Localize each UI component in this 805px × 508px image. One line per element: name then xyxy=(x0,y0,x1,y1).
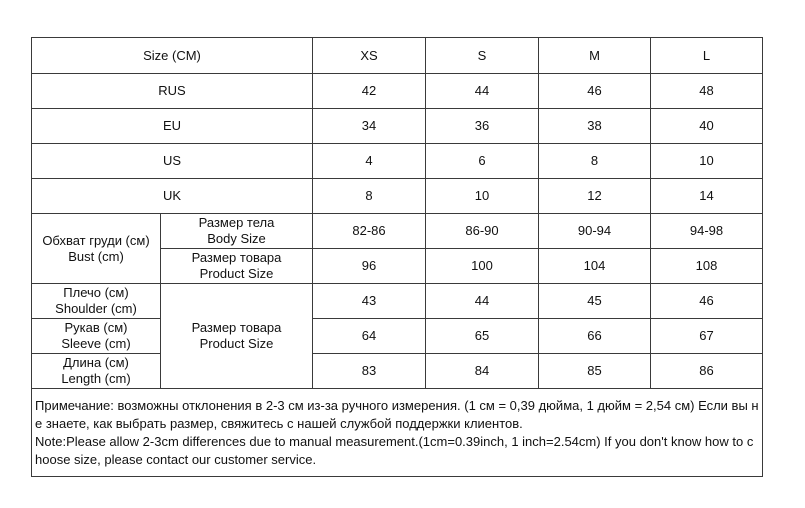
sleeve-label-en: Sleeve (cm) xyxy=(61,336,131,351)
size-l-header: L xyxy=(651,38,763,74)
table-cell: 40 xyxy=(651,109,763,144)
eu-row xyxy=(32,109,763,144)
sleeve-label xyxy=(32,319,161,354)
sleeve-label-ru: Рукав (см) xyxy=(64,320,128,335)
table-cell: 6 xyxy=(426,144,539,179)
table-cell: 64 xyxy=(313,319,426,354)
table-cell: 86-90 xyxy=(426,214,539,249)
table-cell: 48 xyxy=(651,74,763,109)
size-s-header: S xyxy=(426,38,539,74)
table-cell: 83 xyxy=(313,354,426,389)
table-cell: 43 xyxy=(313,284,426,319)
shoulder-label xyxy=(32,284,161,319)
product-size-label xyxy=(161,249,313,284)
rus-row xyxy=(32,74,763,109)
header-row xyxy=(32,38,763,74)
table-cell: 66 xyxy=(539,319,651,354)
sleeve-row xyxy=(32,319,763,354)
bust-label xyxy=(32,214,161,284)
table-cell: 34 xyxy=(313,109,426,144)
bust-body-row xyxy=(32,214,763,249)
table-cell: 100 xyxy=(426,249,539,284)
size-xs-header: XS xyxy=(313,38,426,74)
table-cell: 96 xyxy=(313,249,426,284)
table-cell: 10 xyxy=(651,144,763,179)
us-row xyxy=(32,144,763,179)
length-label-ru: Длина (см) xyxy=(63,355,129,370)
table-cell: 90-94 xyxy=(539,214,651,249)
table-cell: 65 xyxy=(426,319,539,354)
size-chart-table xyxy=(31,37,763,477)
table-cell: 14 xyxy=(651,179,763,214)
table-cell: 44 xyxy=(426,74,539,109)
product-size-label-en: Product Size xyxy=(199,266,274,281)
note-row xyxy=(32,389,763,477)
table-cell: 85 xyxy=(539,354,651,389)
table-cell: 108 xyxy=(651,249,763,284)
length-label xyxy=(32,354,161,389)
table-cell: 104 xyxy=(539,249,651,284)
size-header-label: Size (CM) xyxy=(32,38,313,74)
product-size-label-ru: Размер товара xyxy=(191,250,282,265)
length-row xyxy=(32,354,763,389)
table-cell: 94-98 xyxy=(651,214,763,249)
length-label-en: Length (cm) xyxy=(61,371,131,386)
table-cell: 86 xyxy=(651,354,763,389)
table-cell: 67 xyxy=(651,319,763,354)
uk-row xyxy=(32,179,763,214)
product-size-group-label-en: Product Size xyxy=(199,336,274,351)
shoulder-label-ru: Плечо (см) xyxy=(63,285,129,300)
table-cell: 10 xyxy=(426,179,539,214)
row-label: RUS xyxy=(32,74,313,109)
product-size-group-label xyxy=(161,284,313,389)
table-cell: 46 xyxy=(651,284,763,319)
table-cell: 42 xyxy=(313,74,426,109)
body-size-label-en: Body Size xyxy=(207,231,266,246)
bust-label-ru: Обхват груди (см) xyxy=(42,232,150,248)
product-size-group-label-ru: Размер товара xyxy=(191,320,282,335)
table-cell: 8 xyxy=(539,144,651,179)
body-size-label-ru: Размер тела xyxy=(198,215,275,230)
table-cell: 8 xyxy=(313,179,426,214)
shoulder-row xyxy=(32,284,763,319)
bust-label-en: Bust (cm) xyxy=(68,248,124,264)
row-label: US xyxy=(32,144,313,179)
table-cell: 38 xyxy=(539,109,651,144)
row-label: EU xyxy=(32,109,313,144)
note-cell xyxy=(32,389,763,477)
row-label: UK xyxy=(32,179,313,214)
table-cell: 84 xyxy=(426,354,539,389)
table-cell: 46 xyxy=(539,74,651,109)
table-cell: 45 xyxy=(539,284,651,319)
table-cell: 82-86 xyxy=(313,214,426,249)
table-cell: 36 xyxy=(426,109,539,144)
note-en: Note:Please allow 2-3cm differences due to manual measurement.(1cm=0.39inch, 1 inch=2.54cm) If you don't know how to choose size, please contact our customer service. xyxy=(35,433,754,467)
size-m-header: M xyxy=(539,38,651,74)
note-ru: Примечание: возможны отклонения в 2-3 см из-за ручного измерения. (1 см = 0,39 дюйма, 1 дюйм = 2,54 см) Если вы не знаете, как выбрать размер, свяжитесь с нашей службой поддержки клиентов. xyxy=(35,397,759,431)
table-cell: 44 xyxy=(426,284,539,319)
body-size-label xyxy=(161,214,313,249)
table-cell: 4 xyxy=(313,144,426,179)
table-cell: 12 xyxy=(539,179,651,214)
shoulder-label-en: Shoulder (cm) xyxy=(55,301,137,316)
